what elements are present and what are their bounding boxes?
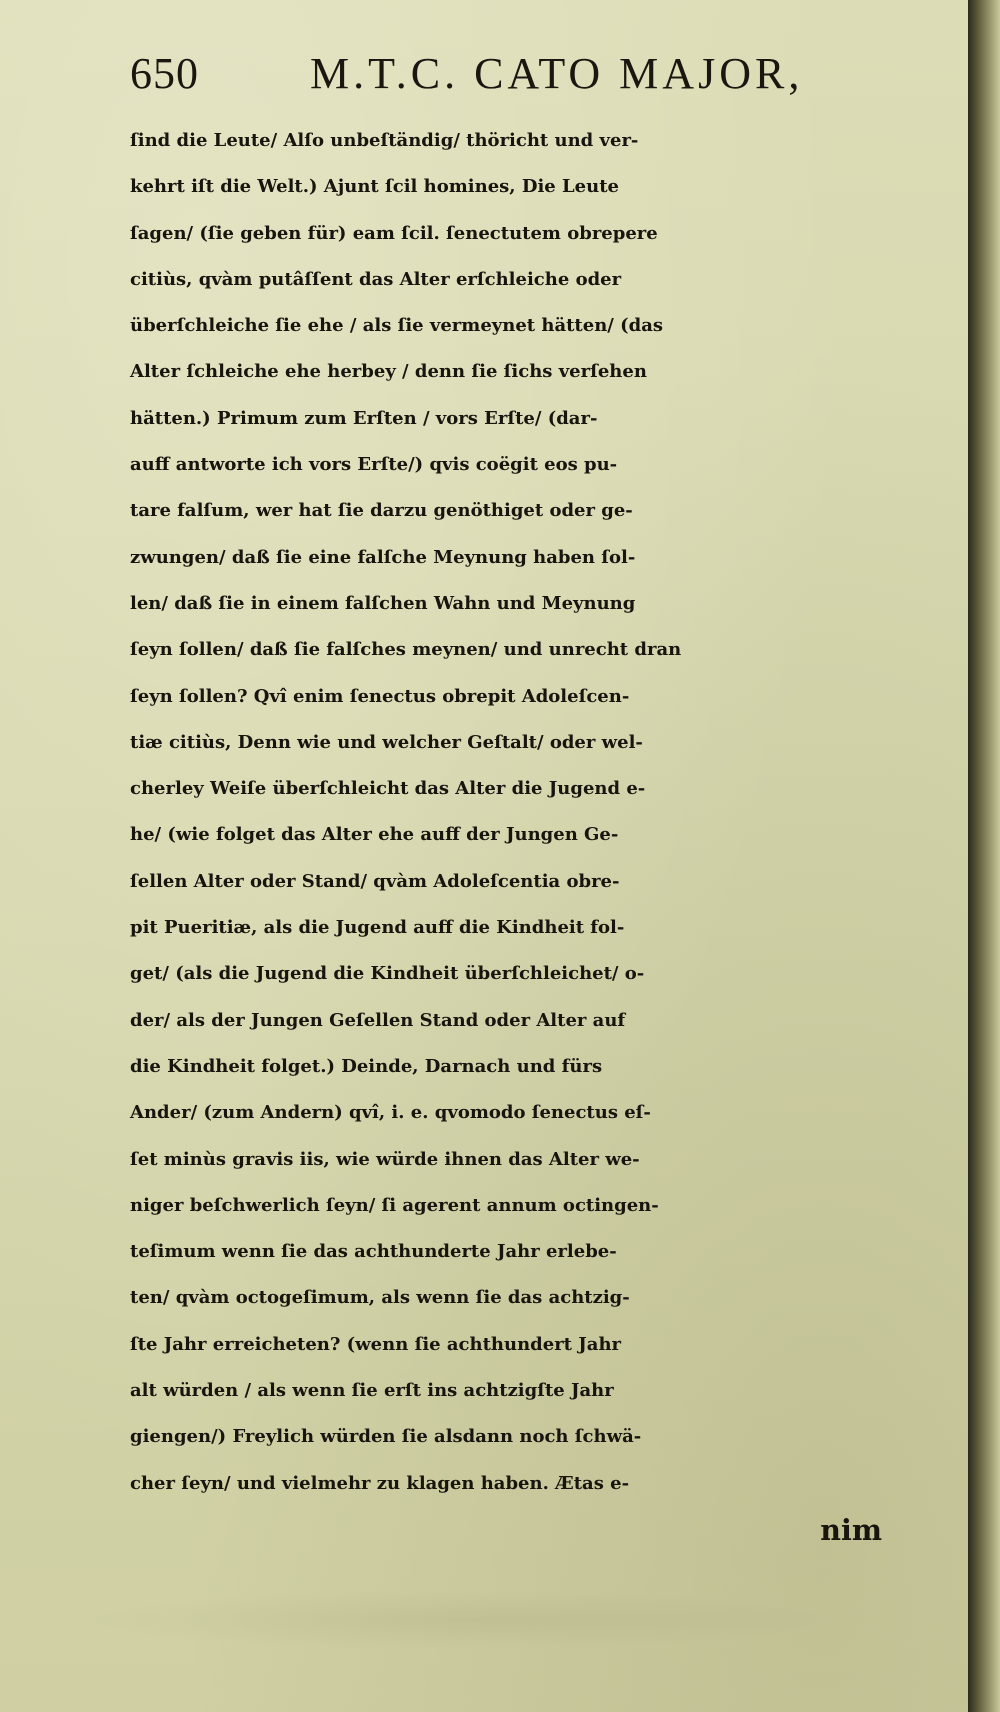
text-line: die Kindheit folget.) Deinde, Darnach und fürs [130,1055,603,1077]
text-line: teſimum wenn ſie das achthunderte Jahr erlebe- [130,1241,617,1263]
book-binding-edge [968,0,1000,1712]
page-number: 650 [130,49,199,98]
text-line: pit Pueritiæ, als die Jugend auff die Kindheit fol- [130,917,625,939]
text-line: citiùs, qvàm putâſſent das Alter erſchleiche oder [130,268,622,290]
catchword: nim [820,1512,882,1547]
text-line: ſeyn ſollen/ daß ſie falſches meynen/ und unrecht dran [130,639,682,661]
body-text [130,118,930,1553]
text-line: ſellen Alter oder Stand/ qvàm Adoleſcentia obre- [130,870,620,892]
text-line: get/ (als die Jugend die Kindheit überſchleichet/ o- [130,963,645,985]
text-line: ſeyn ſollen? Qvî enim ſenectus obrepit Adoleſcen- [130,685,630,707]
text-line: tiæ citiùs, Denn wie und welcher Geſtalt/ oder wel- [130,731,643,753]
text-line: ſte Jahr erreicheten? (wenn ſie achthundert Jahr [130,1333,622,1355]
text-line: Ander/ (zum Andern) qvî, i. e. qvomodo ſenectus eſ- [130,1102,651,1124]
text-line: der/ als der Jungen Geſellen Stand oder Alter auf [130,1009,626,1031]
text-line: alt würden / als wenn ſie erſt ins achtzigſte Jahr [130,1380,614,1402]
text-line: he/ (wie folget das Alter ehe auff der Jungen Ge- [130,824,619,846]
text-line: kehrt iſt die Welt.) Ajunt ſcil homines, Die Leute [130,176,619,198]
text-line: ſagen/ (ſie geben für) eam ſcil. ſenectutem obrepere [130,222,658,244]
running-title: M.T.C. CATO MAJOR, [310,49,804,98]
text-line: tare falſum, wer hat ſie darzu genöthiget oder ge- [130,500,633,522]
text-line: überſchleiche ſie ehe / als ſie vermeynet hätten/ (das [130,315,664,337]
page-header [130,48,870,108]
text-line: len/ daß ſie in einem falſchen Wahn und Meynung [130,592,636,614]
text-line: cher ſeyn/ und vielmehr zu klagen haben. Ætas e- [130,1472,630,1494]
show-through-shadow [80,1590,840,1650]
text-line: zwungen/ daß ſie eine falſche Meynung haben ſol- [130,546,636,568]
text-line: giengen/) Freylich würden ſie alsdann noch ſchwä- [130,1426,642,1448]
text-line: auff antworte ich vors Erſte/) qvis coëgit eos pu- [130,454,618,476]
text-line: cherley Weiſe überſchleicht das Alter die Jugend e- [130,778,646,800]
text-line: niger beſchwerlich ſeyn/ ſi agerent annum octingen- [130,1194,659,1216]
text-line: hätten.) Primum zum Erſten / vors Erſte/ (dar- [130,407,598,429]
text-line: ſind die Leute/ Alſo unbeſtändig/ thöricht und ver- [130,130,639,151]
text-line: ten/ qvàm octogeſimum, als wenn ſie das achtzig- [130,1287,630,1309]
text-line: ſet minùs gravis iis, wie würde ihnen das Alter we- [130,1148,640,1170]
text-line: Alter ſchleiche ehe herbey / denn ſie ſichs verſehen [130,361,647,383]
